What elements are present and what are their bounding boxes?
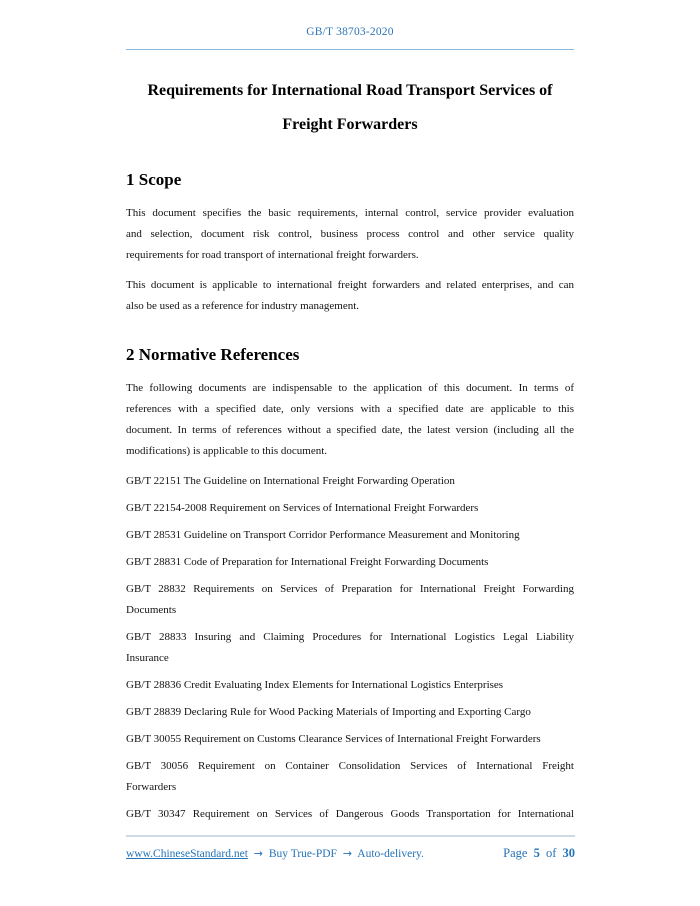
reference-item — [126, 498, 574, 519]
text-line: GB/T 28839 Declaring Rule for Wood Packing Materials of Importing and Exporting Cargo — [126, 706, 531, 718]
section-heading-normative-references: 2 Normative References — [126, 345, 300, 364]
scope-paragraph-1 — [126, 203, 574, 266]
reference-item — [126, 804, 574, 825]
text-line: GB/T 28831 Code of Preparation for International Freight Forwarding Documents — [126, 556, 489, 568]
current-page-number: 5 — [533, 846, 540, 860]
arrow-icon: → — [342, 847, 353, 860]
title-line-1: Requirements for International Road Transport Services of — [147, 82, 553, 99]
scope-paragraph-2 — [126, 275, 574, 317]
text-line: GB/T 30347 Requirement on Services of Dangerous Goods Transportation for International — [126, 808, 574, 820]
reference-item — [126, 756, 574, 798]
text-line: modifications) is applicable to this document. — [126, 445, 328, 457]
text-line: GB/T 22154-2008 Requirement on Services of International Freight Forwarders — [126, 502, 479, 514]
reference-item — [126, 525, 574, 546]
normative-intro-paragraph — [126, 378, 574, 462]
reference-item — [126, 579, 574, 621]
of-word: of — [545, 846, 557, 860]
text-line: This document is applicable to international freight forwarders and related enterprises, and can — [126, 279, 574, 291]
text-line: GB/T 30056 Requirement on Container Consolidation Services of International Freight — [126, 760, 574, 772]
section-heading-scope: 1 Scope — [126, 170, 182, 189]
text-line: GB/T 22151 The Guideline on International Freight Forwarding Operation — [126, 475, 455, 487]
reference-item — [126, 675, 574, 696]
text-line: GB/T 28833 Insuring and Claiming Procedures for International Logistics Legal Liability — [126, 631, 574, 643]
reference-item — [126, 627, 574, 669]
arrow-icon: → — [253, 847, 263, 860]
text-line: also be used as a reference for industry management. — [126, 300, 360, 312]
footer-left — [126, 846, 427, 862]
reference-item — [126, 729, 574, 750]
text-line: GB/T 28832 Requirements on Services of Preparation for International Freight Forwarding — [126, 583, 574, 595]
reference-item — [126, 552, 574, 573]
text-line: The following documents are indispensable to the application of this document. In terms of — [126, 382, 574, 394]
text-line: requirements for road transport of international freight forwarders. — [126, 249, 419, 261]
reference-item — [126, 471, 574, 492]
text-line: This document specifies the basic requirements, internal control, service provider evaluation — [126, 207, 574, 219]
title-line-2: Freight Forwarders — [282, 116, 418, 133]
text-line: and selection, document risk control, business process control and other service quality — [126, 228, 574, 240]
text-line: document. In terms of references without a specified date, the latest version (including all the — [126, 424, 574, 436]
footer-buy-label: Buy True-PDF — [268, 848, 337, 860]
header-rule — [126, 49, 574, 50]
page-footer — [126, 835, 575, 862]
text-line: GB/T 30055 Requirement on Customs Clearance Services of International Freight Forwarders — [126, 733, 541, 745]
website-link[interactable]: www.ChineseStandard.net — [126, 848, 248, 860]
text-line: GB/T 28836 Credit Evaluating Index Elements for International Logistics Enterprises — [126, 679, 504, 691]
page-word: Page — [503, 846, 528, 860]
text-line: Documents — [126, 604, 177, 616]
text-line: Forwarders — [126, 781, 177, 793]
reference-item — [126, 702, 574, 723]
text-line: Insurance — [126, 652, 169, 664]
text-line: references with a specified date, only versions with a specified date are applicable to this — [126, 403, 574, 415]
footer-delivery-label: Auto-delivery. — [357, 848, 424, 860]
page-indicator — [503, 846, 575, 861]
text-line: GB/T 28531 Guideline on Transport Corridor Performance Measurement and Monitoring — [126, 529, 520, 541]
document-title — [126, 74, 574, 142]
total-page-number: 30 — [562, 846, 575, 860]
header-doc-number: GB/T 38703-2020 — [306, 26, 394, 38]
page-header — [126, 25, 574, 50]
